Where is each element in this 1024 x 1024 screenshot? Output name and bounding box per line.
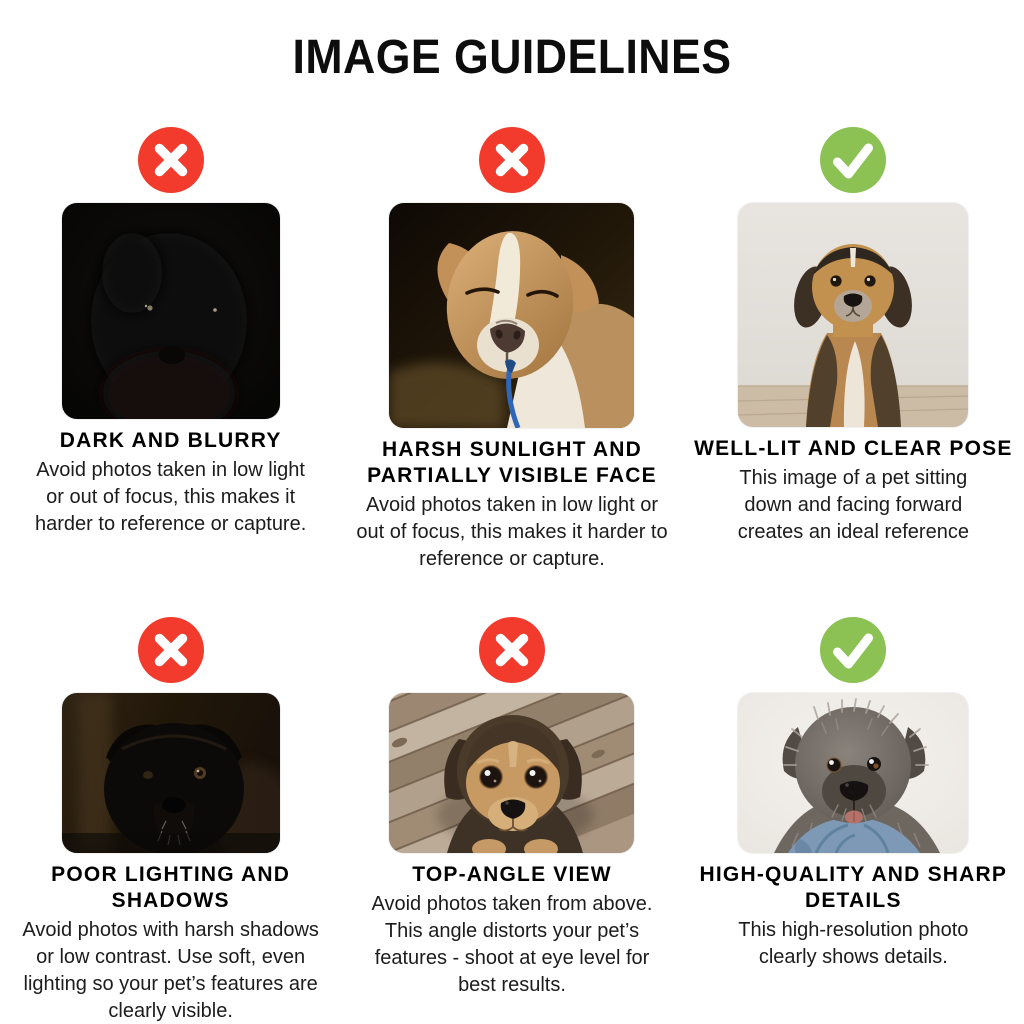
card-title: TOP-ANGLE VIEW [412, 863, 612, 886]
card-well-lit [683, 127, 1024, 573]
card-description: Avoid photos with harsh shadows or low contrast. Use soft, even lighting so your pet’s features are clearly visible. [22, 918, 319, 1022]
poor-lighting-dog-photo [62, 693, 280, 853]
reject-x-icon [479, 617, 545, 683]
card-title: POOR LIGHTING AND SHADOWS [51, 863, 291, 912]
card-description: This high-resolution photo clearly shows details. [738, 918, 969, 968]
harsh-sunlight-dog-photo [389, 203, 634, 428]
reject-x-icon [138, 617, 204, 683]
card-description: Avoid photos taken from above. This angle distorts your pet’s features - shoot at eye level for best results. [371, 892, 653, 996]
card-description: Avoid photos taken in low light or out of focus, this makes it harder to reference or capture. [356, 493, 668, 570]
reject-x-icon [138, 127, 204, 193]
card-high-quality [683, 617, 1024, 1024]
card-title: HIGH-QUALITY AND SHARP DETAILS [699, 863, 1008, 912]
card-poor-lighting [0, 617, 341, 1024]
top-angle-dog-photo [389, 693, 634, 853]
card-description: This image of a pet sitting down and facing forward creates an ideal reference [737, 466, 969, 543]
dark-blurry-dog-photo [62, 203, 280, 419]
high-quality-dog-photo [738, 693, 968, 853]
reject-x-icon [479, 127, 545, 193]
guidelines-row-bottom [0, 617, 1024, 1024]
card-dark-and-blurry [0, 127, 341, 573]
card-description: Avoid photos taken in low light or out of focus, this makes it harder to reference or capture. [35, 458, 307, 535]
card-top-angle [341, 617, 682, 1024]
card-title: HARSH SUNLIGHT AND PARTIALLY VISIBLE FACE [367, 438, 657, 487]
guidelines-row-top [0, 127, 1024, 573]
card-harsh-sunlight [341, 127, 682, 573]
card-title: DARK AND BLURRY [59, 429, 282, 452]
card-title: WELL-LIT AND CLEAR POSE [694, 437, 1013, 460]
well-lit-sitting-dog-photo [738, 203, 968, 427]
page-title: IMAGE GUIDELINES [292, 31, 732, 84]
approve-check-icon [820, 617, 886, 683]
approve-check-icon [820, 127, 886, 193]
